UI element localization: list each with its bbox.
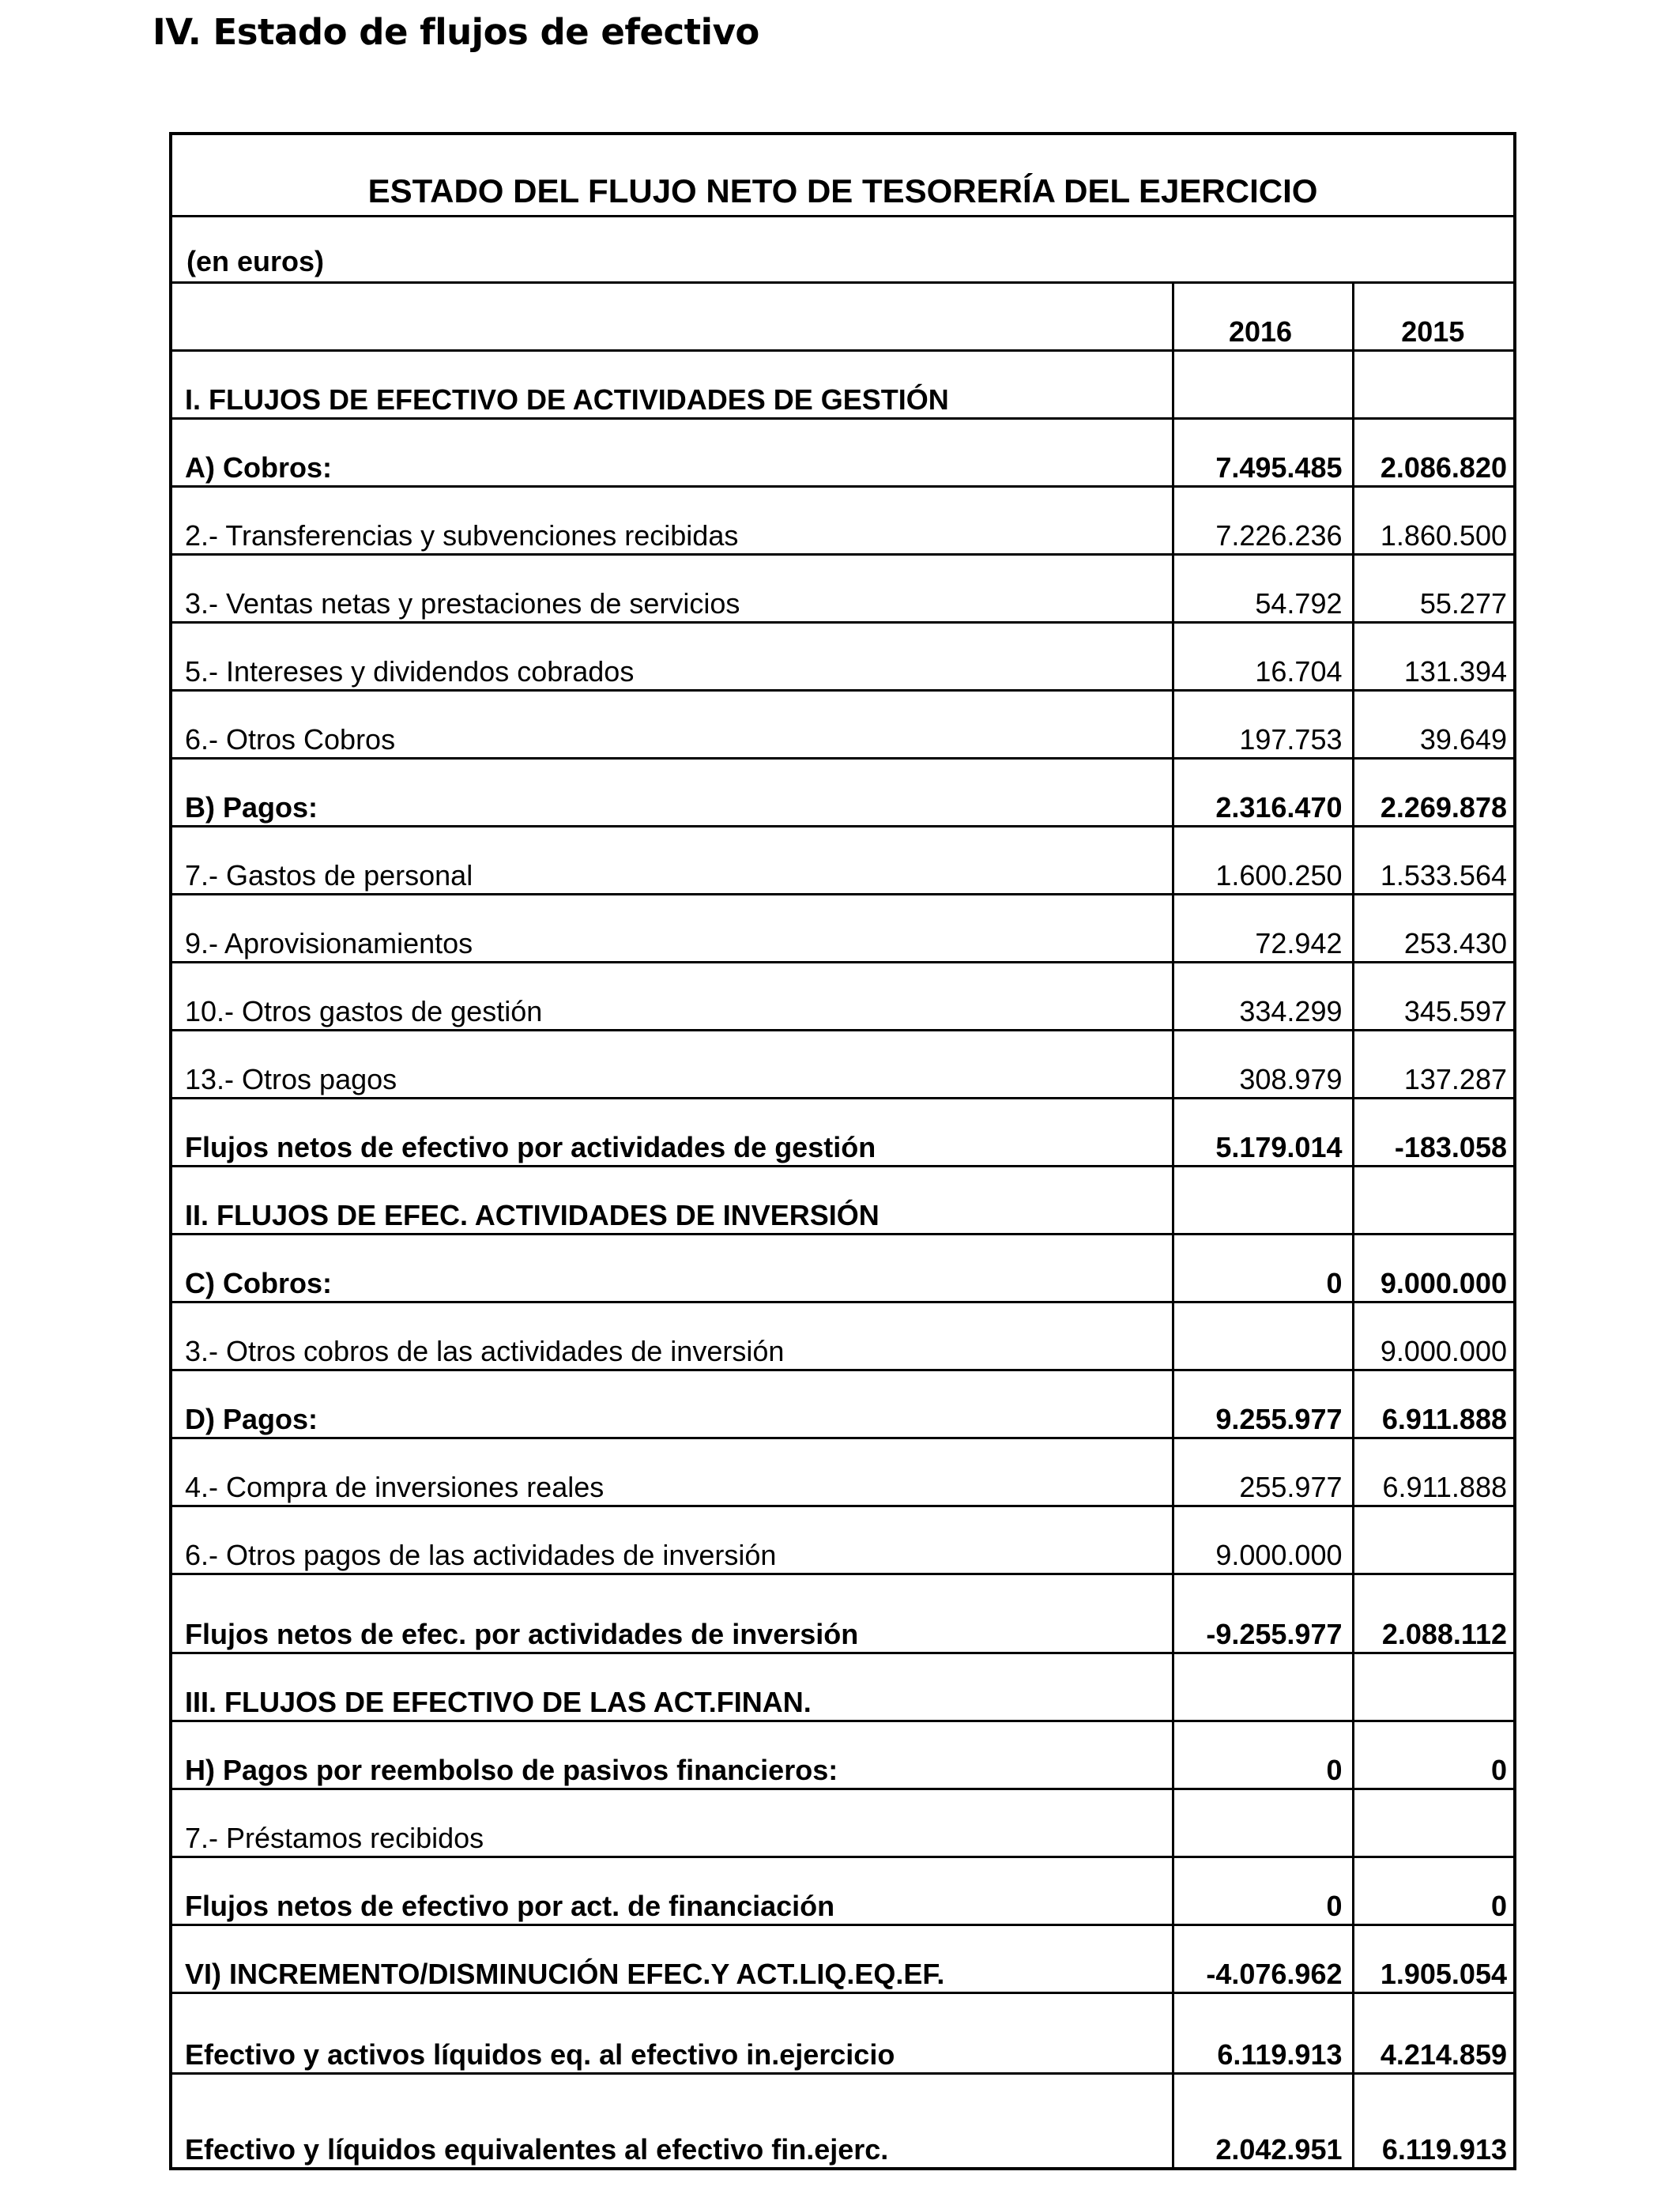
value-2016 — [1173, 1653, 1353, 1721]
value-2016: 72.942 — [1173, 895, 1353, 963]
value-2016: -9.255.977 — [1173, 1574, 1353, 1653]
row-label: 5.- Intereses y dividendos cobrados — [172, 623, 1173, 691]
row-label: B) Pagos: — [172, 759, 1173, 827]
value-2015 — [1353, 1653, 1516, 1721]
row-label: H) Pagos por reembolso de pasivos financieros: — [172, 1721, 1173, 1789]
value-2015: 137.287 — [1353, 1031, 1516, 1099]
table-row — [172, 759, 1516, 827]
row-label: D) Pagos: — [172, 1370, 1173, 1438]
value-2015 — [1353, 351, 1516, 419]
value-2016: 9.000.000 — [1173, 1506, 1353, 1574]
value-2016 — [1173, 1789, 1353, 1857]
table-row — [172, 1099, 1516, 1167]
year-header-2016: 2016 — [1173, 284, 1353, 351]
units-label: (en euros) — [172, 217, 1513, 284]
row-label: 13.- Otros pagos — [172, 1031, 1173, 1099]
value-2015: 4.214.859 — [1353, 1993, 1516, 2074]
row-label: 10.- Otros gastos de gestión — [172, 963, 1173, 1031]
row-label: 9.- Aprovisionamientos — [172, 895, 1173, 963]
table-row — [172, 1653, 1516, 1721]
table-row — [172, 1789, 1516, 1857]
table-row — [172, 895, 1516, 963]
table-row — [172, 2074, 1516, 2168]
value-2016: 2.316.470 — [1173, 759, 1353, 827]
row-label: Flujos netos de efectivo por act. de financiación — [172, 1857, 1173, 1925]
cash-flow-table — [169, 132, 1516, 2170]
row-label: 7.- Préstamos recibidos — [172, 1789, 1173, 1857]
table-row — [172, 1574, 1516, 1653]
row-label: VI) INCREMENTO/DISMINUCIÓN EFEC.Y ACT.LIQ.EQ.EF. — [172, 1925, 1173, 1993]
row-label: Flujos netos de efectivo por actividades de gestión — [172, 1099, 1173, 1167]
value-2015: 253.430 — [1353, 895, 1516, 963]
year-header-2015: 2015 — [1353, 284, 1516, 351]
row-label: II. FLUJOS DE EFEC. ACTIVIDADES DE INVERSIÓN — [172, 1167, 1173, 1235]
cash-flow-grid — [172, 284, 1516, 2167]
value-2015 — [1353, 1506, 1516, 1574]
value-2015: 6.911.888 — [1353, 1370, 1516, 1438]
value-2016: 7.226.236 — [1173, 487, 1353, 555]
table-row — [172, 1925, 1516, 1993]
row-label: Flujos netos de efec. por actividades de inversión — [172, 1574, 1173, 1653]
table-row — [172, 827, 1516, 895]
value-2016: 0 — [1173, 1857, 1353, 1925]
value-2016: 334.299 — [1173, 963, 1353, 1031]
year-header-row — [172, 284, 1516, 351]
table-row — [172, 487, 1516, 555]
value-2016: 7.495.485 — [1173, 419, 1353, 487]
value-2016: 54.792 — [1173, 555, 1353, 623]
value-2016 — [1173, 1302, 1353, 1370]
value-2016: 2.042.951 — [1173, 2074, 1353, 2168]
table-row — [172, 1438, 1516, 1506]
table-row — [172, 623, 1516, 691]
value-2015: 9.000.000 — [1353, 1302, 1516, 1370]
value-2015: 1.905.054 — [1353, 1925, 1516, 1993]
row-label: Efectivo y activos líquidos eq. al efectivo in.ejercicio — [172, 1993, 1173, 2074]
table-row — [172, 963, 1516, 1031]
value-2016 — [1173, 351, 1353, 419]
table-row — [172, 1370, 1516, 1438]
value-2016: 9.255.977 — [1173, 1370, 1353, 1438]
value-2015: 131.394 — [1353, 623, 1516, 691]
value-2016: 6.119.913 — [1173, 1993, 1353, 2074]
table-row — [172, 1993, 1516, 2074]
value-2015: 0 — [1353, 1721, 1516, 1789]
value-2016: 197.753 — [1173, 691, 1353, 759]
value-2015: 0 — [1353, 1857, 1516, 1925]
value-2016: 0 — [1173, 1721, 1353, 1789]
value-2015: 2.269.878 — [1353, 759, 1516, 827]
row-label: 6.- Otros Cobros — [172, 691, 1173, 759]
value-2015: -183.058 — [1353, 1099, 1516, 1167]
row-label: C) Cobros: — [172, 1235, 1173, 1302]
row-label: 4.- Compra de inversiones reales — [172, 1438, 1173, 1506]
row-label: Efectivo y líquidos equivalentes al efectivo fin.ejerc. — [172, 2074, 1173, 2168]
table-row — [172, 1857, 1516, 1925]
table-row — [172, 1031, 1516, 1099]
value-2016: 16.704 — [1173, 623, 1353, 691]
value-2015: 2.086.820 — [1353, 419, 1516, 487]
value-2015: 345.597 — [1353, 963, 1516, 1031]
value-2015: 55.277 — [1353, 555, 1516, 623]
table-row — [172, 351, 1516, 419]
row-label: 7.- Gastos de personal — [172, 827, 1173, 895]
table-row — [172, 691, 1516, 759]
row-label: A) Cobros: — [172, 419, 1173, 487]
row-label: 3.- Otros cobros de las actividades de inversión — [172, 1302, 1173, 1370]
value-2015: 1.860.500 — [1353, 487, 1516, 555]
value-2015: 9.000.000 — [1353, 1235, 1516, 1302]
value-2016: 308.979 — [1173, 1031, 1353, 1099]
row-label: III. FLUJOS DE EFECTIVO DE LAS ACT.FINAN. — [172, 1653, 1173, 1721]
value-2015: 2.088.112 — [1353, 1574, 1516, 1653]
page-heading: IV. Estado de flujos de efectivo — [153, 11, 759, 53]
row-label: I. FLUJOS DE EFECTIVO DE ACTIVIDADES DE GESTIÓN — [172, 351, 1173, 419]
value-2015: 1.533.564 — [1353, 827, 1516, 895]
value-2016: 5.179.014 — [1173, 1099, 1353, 1167]
value-2015 — [1353, 1167, 1516, 1235]
table-row — [172, 1721, 1516, 1789]
value-2016: -4.076.962 — [1173, 1925, 1353, 1993]
row-label: 2.- Transferencias y subvenciones recibidas — [172, 487, 1173, 555]
value-2015: 6.119.913 — [1353, 2074, 1516, 2168]
table-row — [172, 419, 1516, 487]
value-2016 — [1173, 1167, 1353, 1235]
table-row — [172, 1235, 1516, 1302]
table-row — [172, 555, 1516, 623]
table-title: ESTADO DEL FLUJO NETO DE TESORERÍA DEL EJERCICIO — [172, 135, 1513, 217]
value-2016: 255.977 — [1173, 1438, 1353, 1506]
table-row — [172, 1167, 1516, 1235]
table-row — [172, 1302, 1516, 1370]
value-2016: 0 — [1173, 1235, 1353, 1302]
table-row — [172, 1506, 1516, 1574]
value-2015: 6.911.888 — [1353, 1438, 1516, 1506]
value-2015 — [1353, 1789, 1516, 1857]
row-label: 3.- Ventas netas y prestaciones de servicios — [172, 555, 1173, 623]
header-blank-cell — [172, 284, 1173, 351]
value-2016: 1.600.250 — [1173, 827, 1353, 895]
row-label: 6.- Otros pagos de las actividades de inversión — [172, 1506, 1173, 1574]
value-2015: 39.649 — [1353, 691, 1516, 759]
